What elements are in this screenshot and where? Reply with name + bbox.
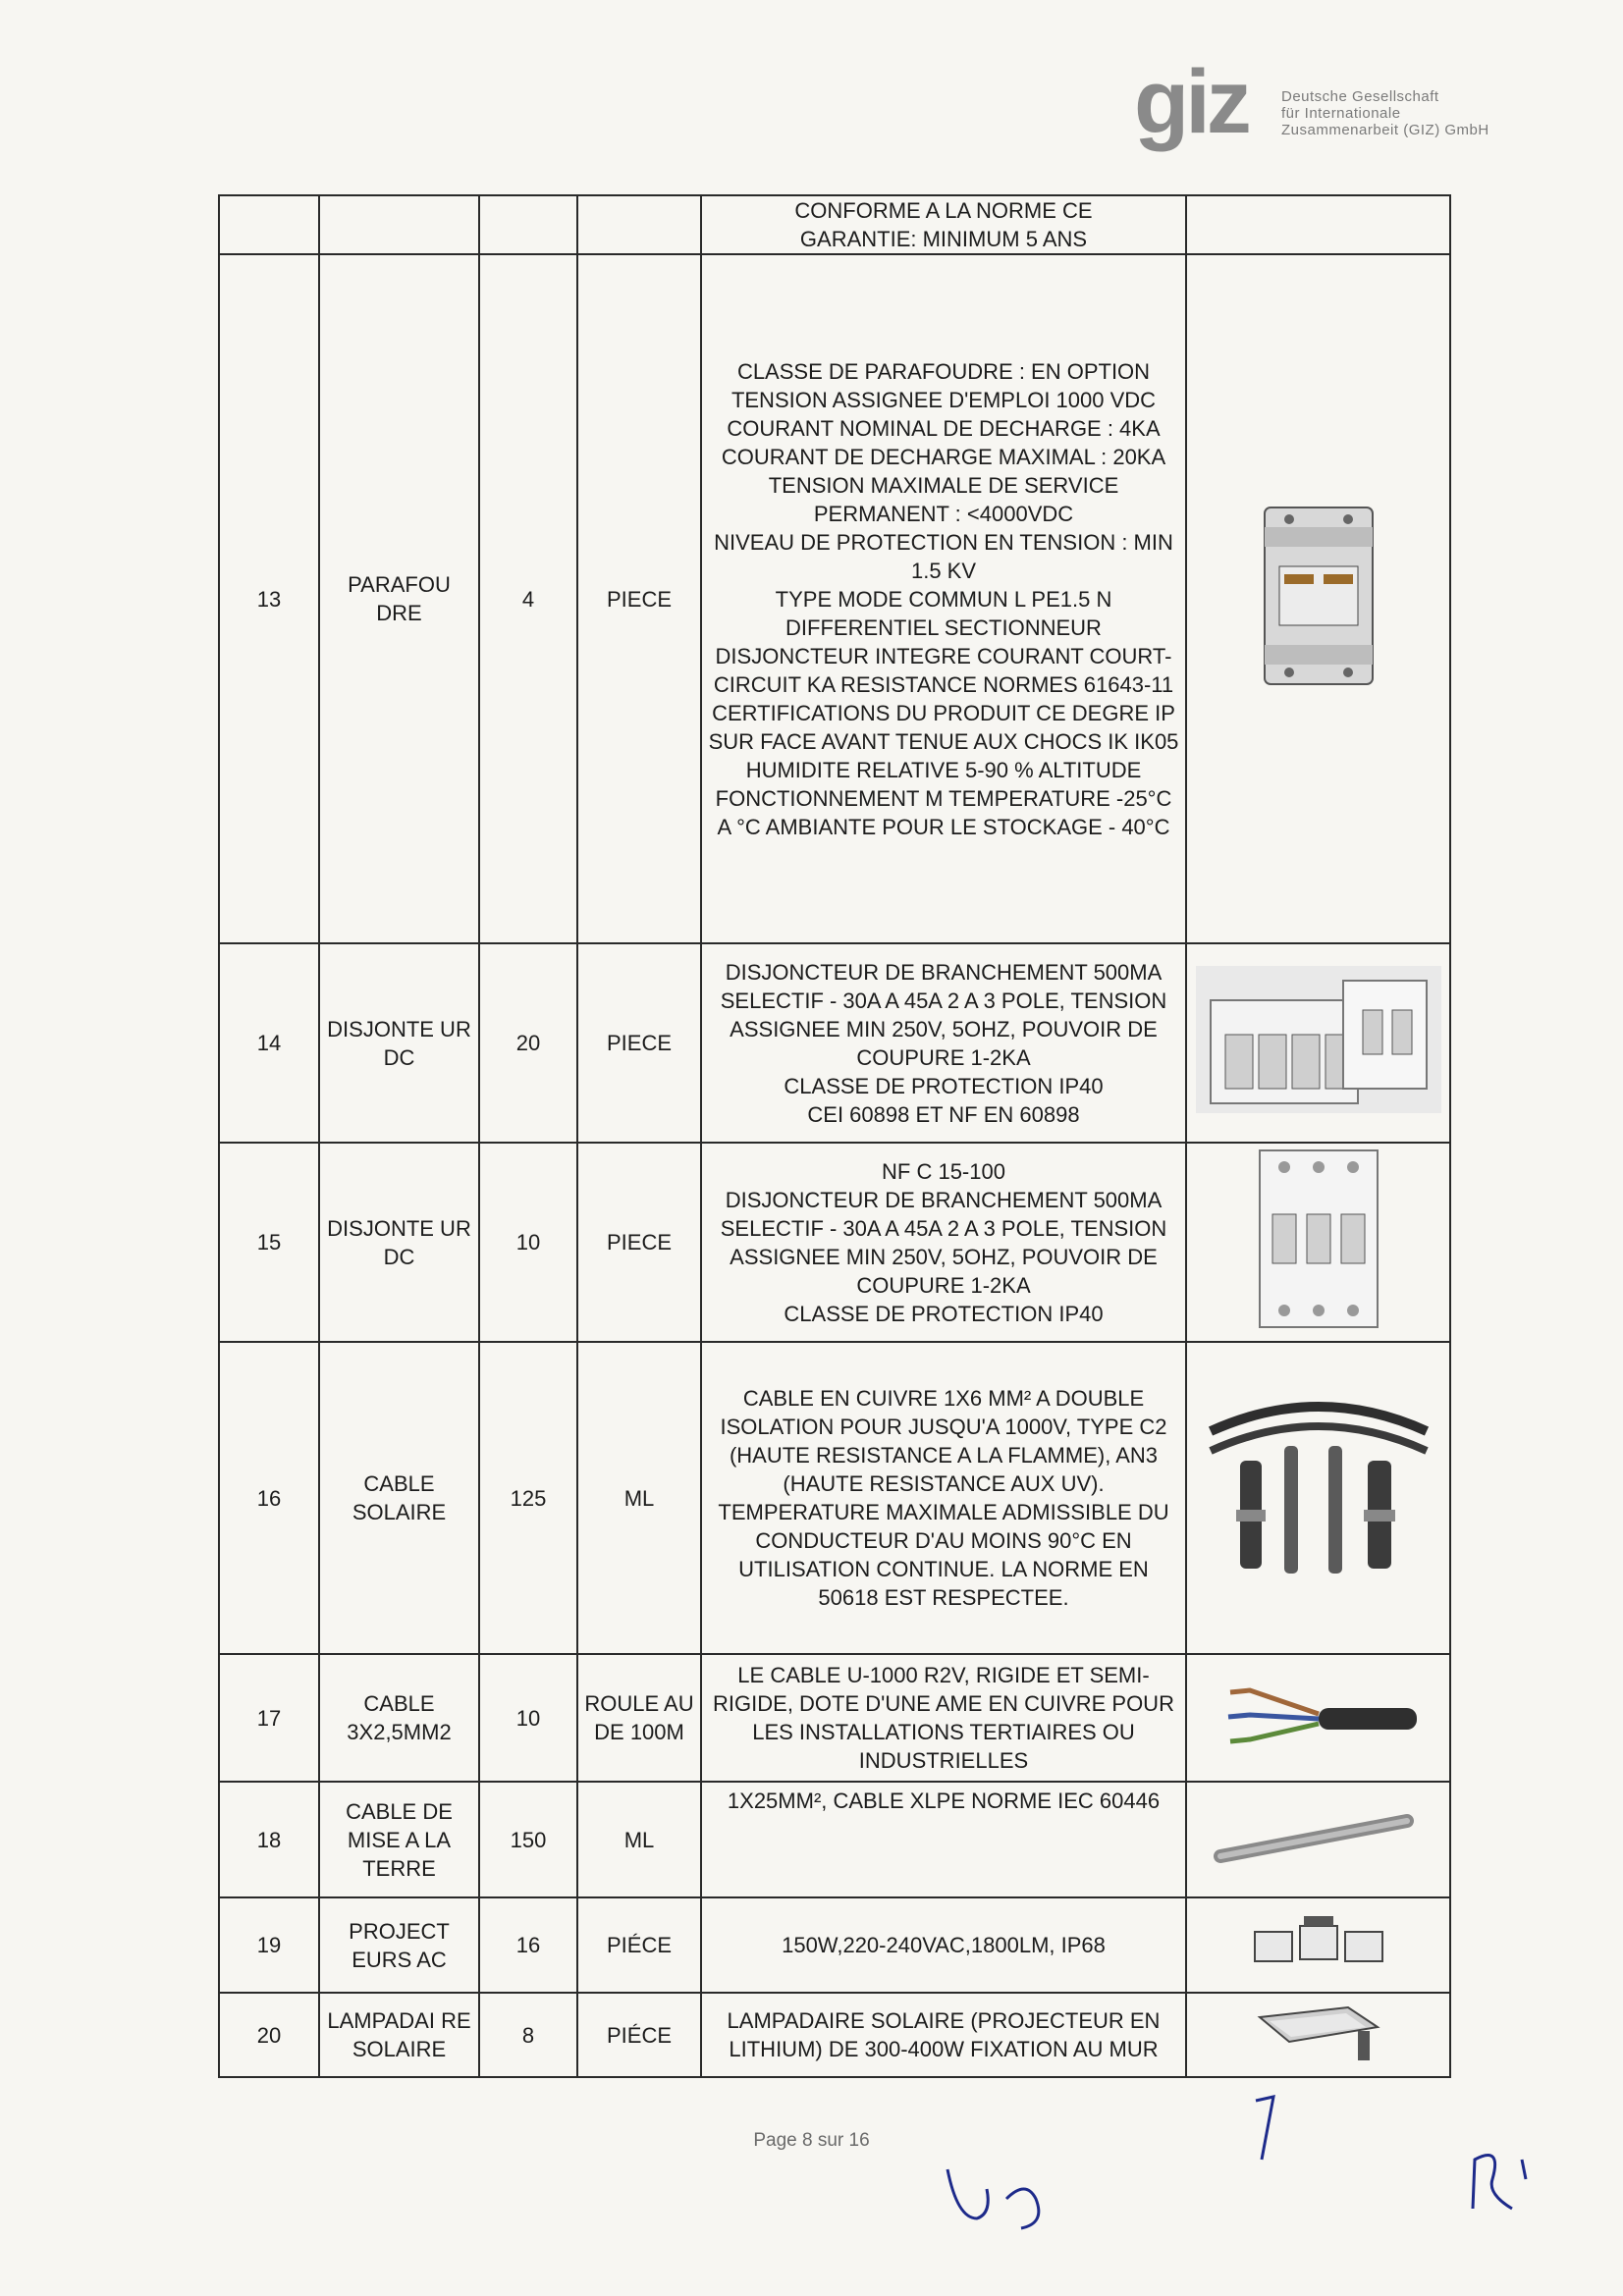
giz-logo xyxy=(1134,52,1527,159)
item-quantity: 4 xyxy=(479,254,577,943)
item-unit: ROULE AU DE 100M xyxy=(577,1654,701,1782)
spec-line: CLASSE DE PROTECTION IP40 xyxy=(784,1301,1104,1326)
logo-mark: giz xyxy=(1134,52,1248,152)
table-row xyxy=(219,943,1450,1143)
spec-line: LAMPADAIRE SOLAIRE (PROJECTEUR EN LITHIUM) DE 300-400W FIXATION AU MUR xyxy=(727,2008,1161,2061)
spec-line: NIVEAU DE PROTECTION EN TENSION : MIN 1.5 KV xyxy=(714,529,1173,583)
item-designation: DISJONTE UR DC xyxy=(319,943,479,1143)
cable-3core-image xyxy=(1211,1671,1427,1759)
item-number: 13 xyxy=(219,254,319,943)
item-unit: PIECE xyxy=(577,254,701,943)
table-row xyxy=(219,1143,1450,1342)
item-designation: PROJECT EURS AC xyxy=(319,1897,479,1993)
floodlight-image xyxy=(1245,1912,1392,1971)
table-row xyxy=(219,195,1450,254)
solar-cable-image xyxy=(1201,1392,1436,1598)
initials-signature xyxy=(1463,2140,1542,2228)
spec-line: DISJONCTEUR DE BRANCHEMENT 500MA SELECTIF - 30A A 45A 2 A 3 POLE, TENSION ASSIGNEE MIN 250V, 5OHZ, POUVOIR DE COUPURE 1-2KA xyxy=(720,1187,1167,1298)
item-specification xyxy=(701,1143,1186,1342)
item-quantity: 10 xyxy=(479,1143,577,1342)
breakers-pair-image xyxy=(1196,966,1441,1113)
item-number: 14 xyxy=(219,943,319,1143)
table-row xyxy=(219,254,1450,943)
item-designation: CABLE 3X2,5MM2 xyxy=(319,1654,479,1782)
item-quantity xyxy=(479,195,577,254)
spec-line: TENSION MAXIMALE DE SERVICE PERMANENT : <4000VDC xyxy=(768,472,1119,526)
logo-line: für Internationale xyxy=(1281,105,1401,122)
item-number: 16 xyxy=(219,1342,319,1654)
spec-line: 1X25MM², CABLE XLPE NORME IEC 60446 xyxy=(727,1789,1161,1813)
item-number xyxy=(219,195,319,254)
table-row xyxy=(219,1782,1450,1897)
spec-line: NF C 15-100 xyxy=(882,1158,1005,1184)
spec-line: TEMPERATURE MAXIMALE ADMISSIBLE DU CONDUCTEUR D'AU MOINS 90°C EN UTILISATION CONTINUE. LA NORME EN 50618 EST RESPECTEE. xyxy=(718,1500,1169,1610)
item-designation: CABLE SOLAIRE xyxy=(319,1342,479,1654)
spec-line: TENSION ASSIGNEE D'EMPLOI 1000 VDC xyxy=(730,387,1157,412)
item-unit: PIECE xyxy=(577,943,701,1143)
item-unit: ML xyxy=(577,1782,701,1897)
item-number: 18 xyxy=(219,1782,319,1897)
logo-line: Zusammenarbeit (GIZ) GmbH xyxy=(1281,122,1489,138)
logo-line: Deutsche Gesellschaft xyxy=(1281,88,1439,105)
item-designation: DISJONTE UR DC xyxy=(319,1143,479,1342)
item-image-cell xyxy=(1186,1782,1450,1897)
item-quantity: 10 xyxy=(479,1654,577,1782)
item-specification xyxy=(701,195,1186,254)
handwritten-mark xyxy=(1242,2091,1281,2169)
equipment-table xyxy=(218,194,1451,2078)
initials-signature xyxy=(938,2160,1075,2238)
item-specification xyxy=(701,1342,1186,1654)
item-image-cell xyxy=(1186,195,1450,254)
item-image-cell xyxy=(1186,943,1450,1143)
spec-line: 150W,220-240VAC,1800LM, IP68 xyxy=(782,1933,1106,1957)
spec-line: CABLE EN CUIVRE 1X6 MM² A DOUBLE ISOLATION POUR JUSQU'A 1000V, TYPE C2 (HAUTE RESISTANCE A LA FLAMME), AN3 (HAUTE RESISTANCE AUX UV). xyxy=(720,1386,1167,1496)
item-specification xyxy=(701,254,1186,943)
item-unit xyxy=(577,195,701,254)
table-row xyxy=(219,1897,1450,1993)
item-unit: ML xyxy=(577,1342,701,1654)
spec-line: CLASSE DE PARAFOUDRE : EN OPTION xyxy=(736,358,1151,384)
item-quantity: 8 xyxy=(479,1993,577,2077)
spec-line: COURANT DE DECHARGE MAXIMAL : 20KA xyxy=(721,444,1166,469)
table-row xyxy=(219,1654,1450,1782)
item-designation: CABLE DE MISE A LA TERRE xyxy=(319,1782,479,1897)
item-quantity: 16 xyxy=(479,1897,577,1993)
table-row xyxy=(219,1342,1450,1654)
spec-line: GARANTIE: MINIMUM 5 ANS xyxy=(799,227,1088,251)
street-lamp-image xyxy=(1240,1998,1397,2066)
spec-line: COURANT NOMINAL DE DECHARGE : 4KA xyxy=(727,415,1161,441)
item-unit: PIÉCE xyxy=(577,1993,701,2077)
item-number: 17 xyxy=(219,1654,319,1782)
earth-cable-image xyxy=(1211,1807,1427,1866)
page-number: Page 8 sur 16 xyxy=(753,2130,870,2151)
item-unit: PIÉCE xyxy=(577,1897,701,1993)
item-quantity: 20 xyxy=(479,943,577,1143)
spec-line: CLASSE DE PROTECTION IP40 xyxy=(784,1073,1104,1098)
item-designation xyxy=(319,195,479,254)
item-image-cell xyxy=(1186,1897,1450,1993)
item-image-cell xyxy=(1186,1143,1450,1342)
item-quantity: 150 xyxy=(479,1782,577,1897)
item-specification xyxy=(701,1897,1186,1993)
item-specification xyxy=(701,1654,1186,1782)
item-number: 15 xyxy=(219,1143,319,1342)
surge-protector-image xyxy=(1245,498,1392,694)
spec-line: LE CABLE U-1000 R2V, RIGIDE ET SEMI-RIGIDE, DOTE D'UNE AME EN CUIVRE POUR LES INSTALLATIONS TERTIAIRES OU INDUSTRIELLES xyxy=(713,1663,1174,1773)
item-specification xyxy=(701,943,1186,1143)
item-unit: PIECE xyxy=(577,1143,701,1342)
item-specification xyxy=(701,1993,1186,2077)
item-image-cell xyxy=(1186,1342,1450,1654)
item-number: 19 xyxy=(219,1897,319,1993)
item-designation: LAMPADAI RE SOLAIRE xyxy=(319,1993,479,2077)
breaker-3pole-image xyxy=(1245,1146,1392,1332)
logo-text xyxy=(1281,88,1489,138)
spec-line: CEI 60898 ET NF EN 60898 xyxy=(807,1101,1080,1127)
item-quantity: 125 xyxy=(479,1342,577,1654)
item-image-cell xyxy=(1186,1993,1450,2077)
spec-line: TYPE MODE COMMUN L PE1.5 N DIFFERENTIEL SECTIONNEUR DISJONCTEUR INTEGRE COURANT COURT-CIRCUIT KA RESISTANCE NORMES 61643-11 CERTIFICATIONS DU PRODUIT CE DEGRE IP SUR FACE AVANT TENUE AUX CHOCS IK IK05 HUMIDITE RELATIVE 5-90 % ALTITUDE FONCTIONNEMENT M TEMPERATURE -25°C A °C AMBIANTE POUR LE STOCKAGE - 40°C xyxy=(708,586,1179,839)
table-row xyxy=(219,1993,1450,2077)
spec-line: DISJONCTEUR DE BRANCHEMENT 500MA SELECTIF - 30A A 45A 2 A 3 POLE, TENSION ASSIGNEE MIN 250V, 5OHZ, POUVOIR DE COUPURE 1-2KA xyxy=(720,959,1167,1070)
item-specification xyxy=(701,1782,1186,1897)
item-designation: PARAFOU DRE xyxy=(319,254,479,943)
item-image-cell xyxy=(1186,254,1450,943)
spec-line: CONFORME A LA NORME CE xyxy=(794,198,1093,223)
item-image-cell xyxy=(1186,1654,1450,1782)
item-number: 20 xyxy=(219,1993,319,2077)
